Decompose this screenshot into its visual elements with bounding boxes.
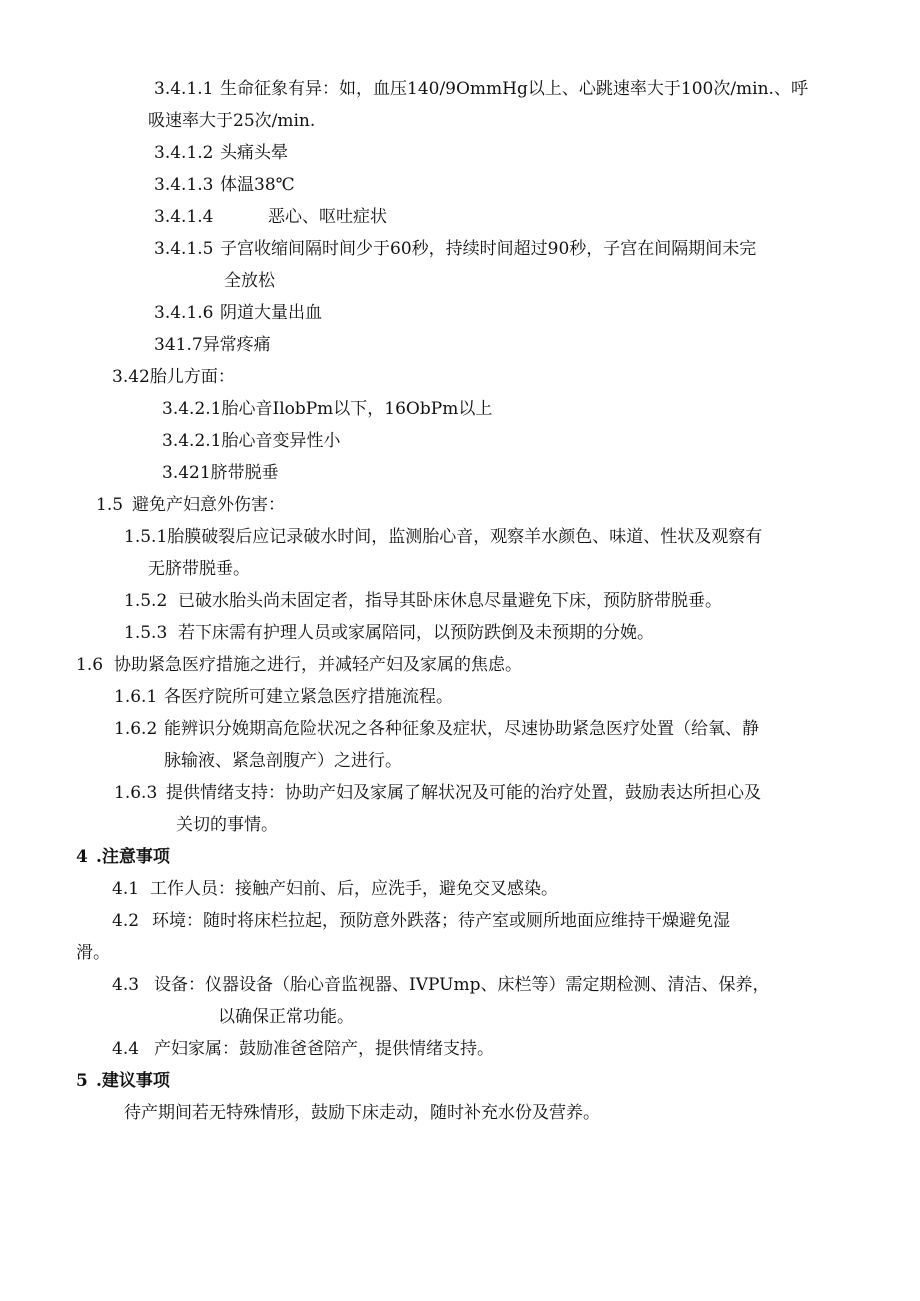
item-3-4-2-1-b xyxy=(162,430,340,452)
item-1-6-3-continued xyxy=(176,814,278,836)
item-number: 3.4.1.3 xyxy=(154,175,214,195)
item-3-4-1-3 xyxy=(154,174,295,196)
section-1-5-heading xyxy=(96,494,285,516)
item-text: 环境：随时将床栏拉起，预防意外跌落；待产室或厕所地面应维持干燥避免湿 xyxy=(152,911,730,931)
item-number: 4.2 xyxy=(112,911,140,931)
item-text: 全放松 xyxy=(224,271,275,291)
item-4-1 xyxy=(112,878,558,900)
item-number: 3.4.1.2 xyxy=(154,143,214,163)
item-number: 4.3 xyxy=(112,975,140,995)
item-text: 生命征象有异：如，血压140/9OmmHg以上、心跳速率大于100次/min.、呼 xyxy=(220,79,808,99)
item-1-5-3 xyxy=(124,622,654,644)
item-text: 3.4.2.1胎心音变异性小 xyxy=(162,431,341,451)
item-3-4-1-1-continued xyxy=(148,110,315,132)
item-number: 1.6.3 xyxy=(114,783,158,803)
item-1-6-1 xyxy=(114,686,453,708)
item-text: 1.5.1胎膜破裂后应记录破水时间，监测胎心音，观察羊水颜色、味道、性状及观察有 xyxy=(124,527,763,547)
section-3-4-2-heading xyxy=(112,366,235,388)
item-text: 阴道大量出血 xyxy=(220,303,322,323)
item-text: 提供情绪支持：协助产妇及家属了解状况及可能的治疗处置，鼓励表达所担心及 xyxy=(166,783,761,803)
item-text: 头痛头晕 xyxy=(220,143,288,163)
item-4-3-continued xyxy=(218,1006,354,1028)
item-3-4-1-6 xyxy=(154,302,322,324)
item-text: 待产期间若无特殊情形，鼓励下床走动，随时补充水份及营养。 xyxy=(124,1103,600,1123)
item-4-3 xyxy=(112,974,769,996)
item-number: 1.6 xyxy=(76,655,104,675)
item-text: 以确保正常功能。 xyxy=(218,1007,354,1027)
section-5-body xyxy=(124,1102,600,1124)
item-4-4 xyxy=(112,1038,494,1060)
item-3-4-1-2 xyxy=(154,142,288,164)
item-text: 吸速率大于25次/min. xyxy=(148,111,316,131)
item-number: 3.4.1.1 xyxy=(154,79,214,99)
item-3-4-2-1-c xyxy=(162,462,279,484)
item-number: 3.4.1.4 xyxy=(154,207,214,227)
item-text: 无脐带脱垂。 xyxy=(148,559,250,579)
item-1-6-3 xyxy=(114,782,761,804)
item-3-4-1-5 xyxy=(154,238,756,260)
item-text: 3.42胎儿方面： xyxy=(112,367,235,387)
item-text: 子宫收缩间隔时间少于60秒，持续时间超过90秒，子宫在间隔期间未完 xyxy=(220,239,757,259)
item-text: 各医疗院所可建立紧急医疗措施流程。 xyxy=(164,687,453,707)
item-3-4-2-1 xyxy=(162,398,492,420)
item-text: 3.4.2.1胎心音IlobPm以下，16ObPm以上 xyxy=(162,399,493,419)
item-3-4-1-4 xyxy=(154,206,387,228)
item-number: 5 xyxy=(76,1071,88,1091)
item-4-2 xyxy=(112,910,730,932)
item-text: 工作人员：接触产妇前、后，应洗手，避免交叉感染。 xyxy=(150,879,558,899)
item-text: 341.7异常疼痛 xyxy=(154,335,271,355)
item-text: 产妇家属：鼓励准爸爸陪产，提供情绪支持。 xyxy=(154,1039,494,1059)
item-text: .注意事项 xyxy=(96,847,170,867)
item-1-5-1 xyxy=(124,526,762,548)
item-1-6-2-continued xyxy=(164,750,402,772)
item-text: .建议事项 xyxy=(96,1071,170,1091)
item-number: 4 xyxy=(76,847,88,867)
item-1-5-2 xyxy=(124,590,722,612)
item-text: 协助紧急医疗措施之进行，并减轻产妇及家属的焦虑。 xyxy=(114,655,522,675)
item-number: 3.4.1.6 xyxy=(154,303,214,323)
item-text: 恶心、呕吐症状 xyxy=(268,207,387,227)
item-1-6-2 xyxy=(114,718,759,740)
item-text: 避免产妇意外伤害： xyxy=(132,495,285,515)
item-1-5-1-continued xyxy=(148,558,250,580)
item-number: 1.5.2 xyxy=(124,591,168,611)
section-1-6-heading xyxy=(76,654,522,676)
item-text: 已破水胎头尚未固定者，指导其卧床休息尽量避免下床，预防脐带脱垂。 xyxy=(178,591,722,611)
item-3-4-1-1 xyxy=(154,78,808,100)
item-number: 4.4 xyxy=(112,1039,140,1059)
item-3-4-1-7 xyxy=(154,334,271,356)
item-3-4-1-5-continued xyxy=(224,270,275,292)
section-5-heading xyxy=(76,1070,170,1092)
item-text: 关切的事情。 xyxy=(176,815,278,835)
item-text: 能辨识分娩期高危险状况之各种征象及症状，尽速协助紧急医疗处置（给氧、静 xyxy=(164,719,759,739)
item-text: 滑。 xyxy=(76,943,110,963)
item-text: 脉输液、紧急剖腹产）之进行。 xyxy=(164,751,402,771)
item-number: 1.6.1 xyxy=(114,687,158,707)
item-text: 3.421脐带脱垂 xyxy=(162,463,279,483)
item-text: 若下床需有护理人员或家属陪同，以预防跌倒及未预期的分娩。 xyxy=(178,623,654,643)
item-4-2-continued xyxy=(76,942,110,964)
item-number: 1.5.3 xyxy=(124,623,168,643)
item-text: 设备：仪器设备（胎心音监视器、IVPUmp、床栏等）需定期检测、清洁、保养， xyxy=(154,975,770,995)
item-text: 体温38℃ xyxy=(220,175,295,195)
section-4-heading xyxy=(76,846,170,868)
item-number: 3.4.1.5 xyxy=(154,239,214,259)
item-number: 1.5 xyxy=(96,495,124,515)
item-number: 1.6.2 xyxy=(114,719,158,739)
item-number: 4.1 xyxy=(112,879,140,899)
